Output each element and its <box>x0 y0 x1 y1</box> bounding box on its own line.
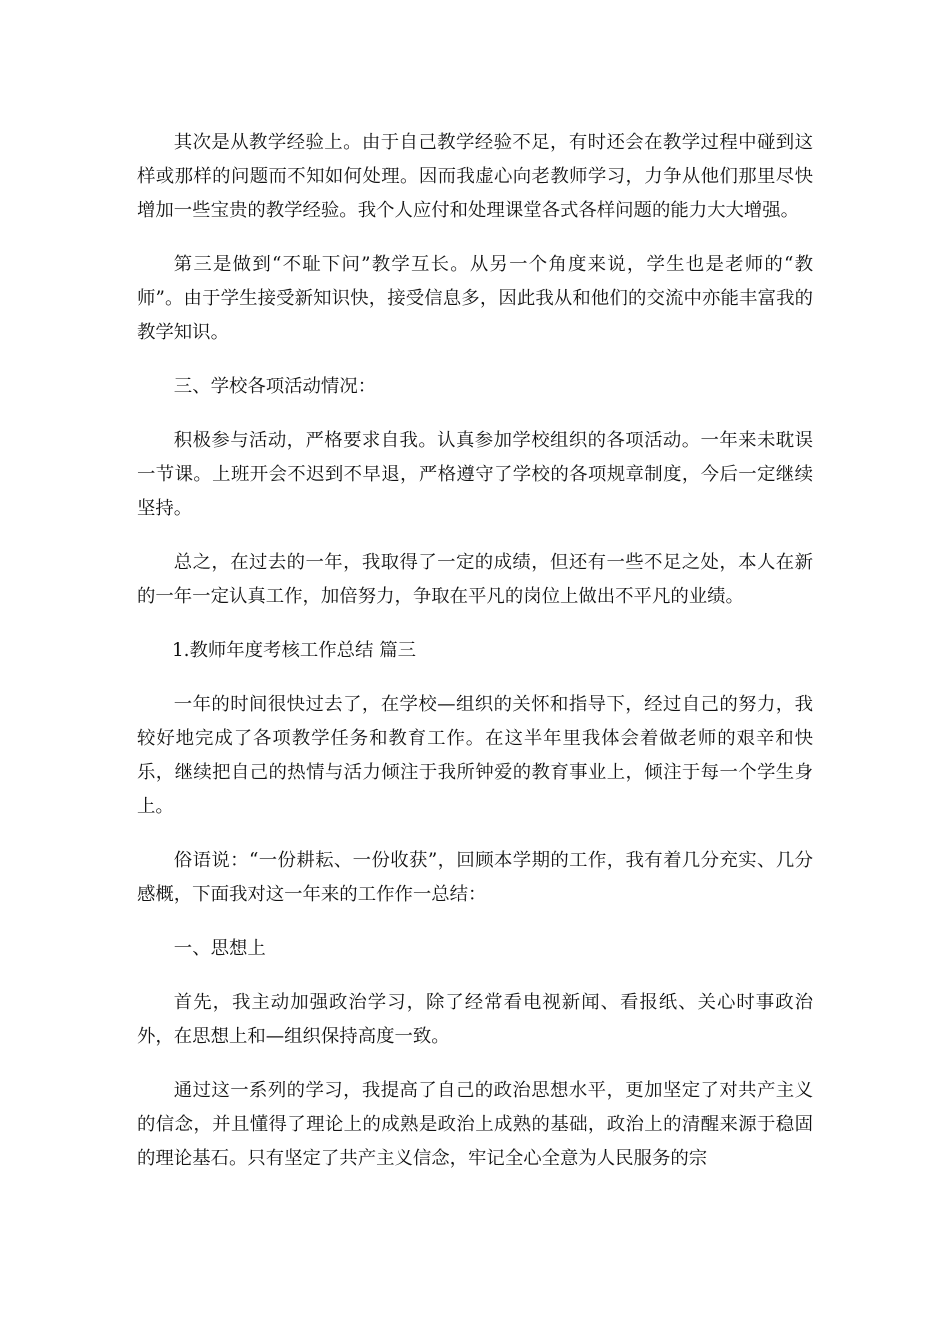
section-heading-school-activities: 三、学校各项活动情况： <box>173 376 377 397</box>
paragraph-year-review: 一年的时间很快过去了，在学校—组织的关怀和指导下，经过自己的努力，我较好地完成了各项教学任务和教育工作。在这半年里我体会着做老师的艰辛和快乐，继续把自己的热情与活力倾注于我所钟爱的教育事业上，倾注于每一个学生身上。 <box>137 694 813 817</box>
paragraph-study-results: 通过这一系列的学习，我提高了自己的政治思想水平，更加坚定了对共产主义的信念，并且懂得了理论上的成熟是政治上成熟的基础，政治上的清醒来源于稳固的理论基石。只有坚定了共产主义信念，牢记全心全意为人民服务的宗 <box>137 1080 813 1169</box>
paragraph-political-study: 首先，我主动加强政治学习，除了经常看电视新闻、看报纸、关心时事政治外，在思想上和—组织保持高度一致。 <box>137 992 813 1047</box>
paragraph-proverb: 俗语说：“一份耕耘、一份收获”，回顾本学期的工作，我有着几分充实、几分感概，下面我对这一年来的工作作一总结： <box>137 850 813 905</box>
paragraph-learn-from-students: 第三是做到“不耻下问”教学互长。从另一个角度来说，学生也是老师的“教师”。由于学生接受新知识快，接受信息多，因此我从和他们的交流中亦能丰富我的教学知识。 <box>137 254 813 343</box>
document-body <box>137 126 813 1196</box>
paragraph-teaching-experience: 其次是从教学经验上。由于自己教学经验不足，有时还会在教学过程中碰到这样或那样的问题而不知如何处理。因而我虚心向老教师学习，力争从他们那里尽快增加一些宝贵的教学经验。我个人应付和处理课堂各式各样问题的能力大大增强。 <box>137 132 813 221</box>
section-heading-ideology: 一、思想上 <box>173 938 266 959</box>
article-title-part-three: 1.教师年度考核工作总结 篇三 <box>171 640 417 661</box>
paragraph-participation: 积极参与活动，严格要求自我。认真参加学校组织的各项活动。一年来未耽误一节课。上班开会不迟到不早退，严格遵守了学校的各项规章制度，今后一定继续坚持。 <box>137 430 813 519</box>
paragraph-conclusion: 总之，在过去的一年，我取得了一定的成绩，但还有一些不足之处，本人在新的一年一定认真工作，加倍努力，争取在平凡的岗位上做出不平凡的业绩。 <box>137 552 813 607</box>
